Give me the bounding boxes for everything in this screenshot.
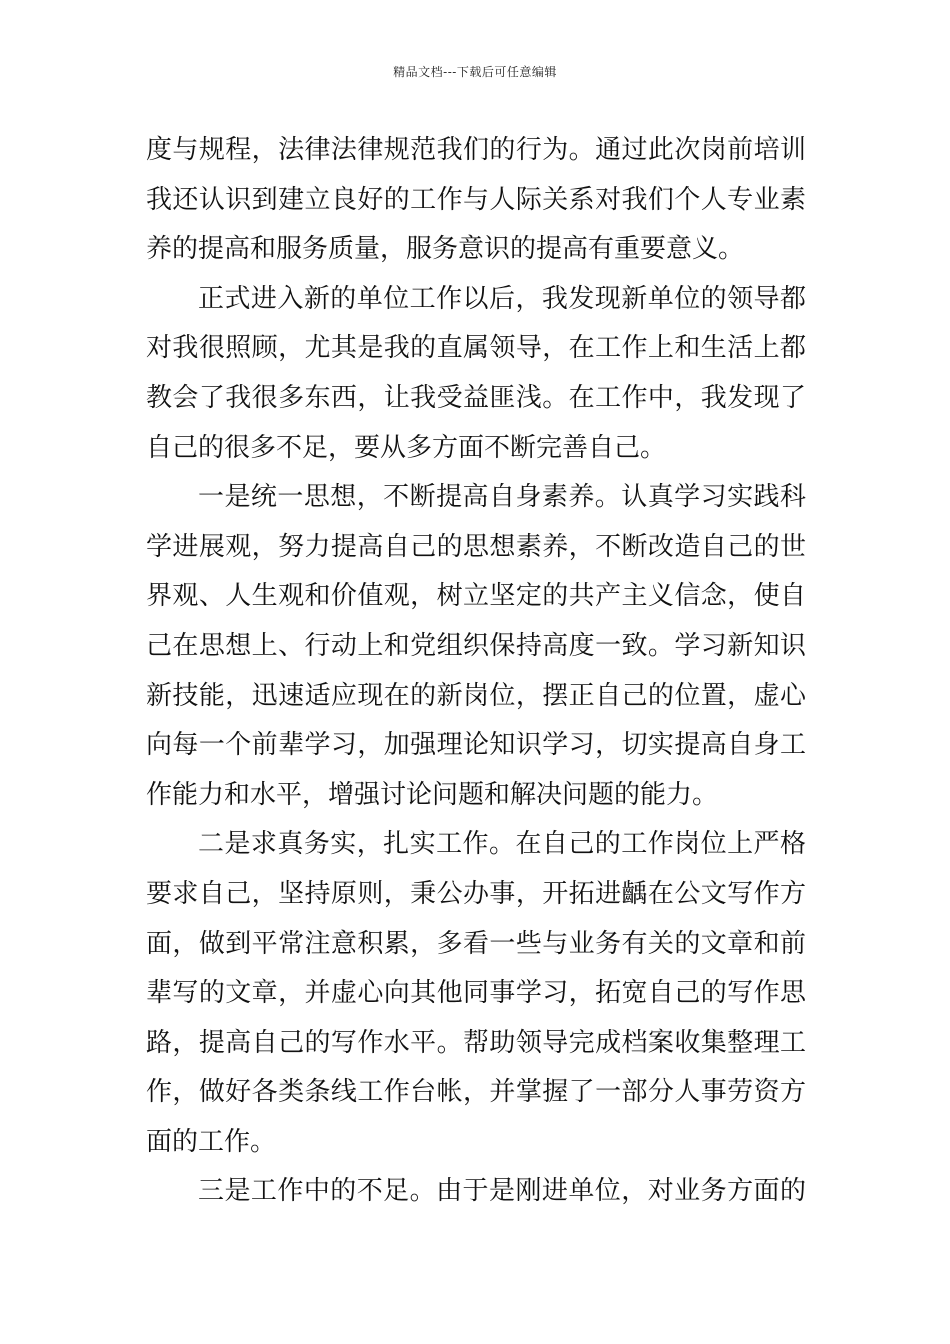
document-body [146,126,806,1217]
paragraph-first-line: 三是工作中的不足。由于是刚进单位，对业务方面的 [198,1176,806,1207]
paragraph-first-line: 二是求真务实，扎实工作。在自己的工作岗位上严格 [198,829,806,860]
text-line: 度与规程，法律法律规范我们的行为。通过此次岗前培训 [146,135,806,165]
text-line: 新技能，迅速适应现在的新岗位，摆正自己的位置，虚心 [146,680,806,711]
text-line: 我还认识到建立良好的工作与人际关系对我们个人专业素 [146,184,806,215]
text-line: 学进展观，努力提高自己的思想素养，不断改造自己的世 [146,531,806,562]
text-line: 辈写的文章，并虚心向其他同事学习，拓宽自己的写作思 [146,978,806,1009]
text-line: 养的提高和服务质量，服务意识的提高有重要意义。 [146,234,745,265]
text-line: 面的工作。 [146,1126,277,1157]
text-line: 面，做到平常注意积累，多看一些与业务有关的文章和前 [146,928,806,959]
text-line: 界观、人生观和价值观，树立坚定的共产主义信念，使自 [146,581,806,612]
text-line: 要求自己，坚持原则，秉公办事，开拓进齲在公文写作方 [146,878,806,909]
text-line: 己在思想上、行动上和党组织保持高度一致。学习新知识 [146,630,806,661]
text-line: 对我很照顾，尤其是我的直属领导，在工作上和生活上都 [146,333,806,364]
paragraph-first-line: 正式进入新的单位工作以后，我发现新单位的领导都 [198,283,806,314]
text-line: 作能力和水平，增强讨论问题和解决问题的能力。 [146,779,719,810]
text-line: 作，做好各类条线工作台帐，并掌握了一部分人事劳资方 [146,1077,806,1108]
text-line: 路，提高自己的写作水平。帮助领导完成档案收集整理工 [146,1027,806,1058]
text-line: 自己的很多不足，要从多方面不断完善自己。 [146,432,667,463]
text-line: 教会了我很多东西，让我受益匪浅。在工作中，我发现了 [146,382,806,413]
page-header: 精品文档---下载后可任意编辑 [393,65,557,79]
text-line: 向每一个前辈学习，加强理论知识学习，切实提高自身工 [146,730,806,761]
paragraph-first-line: 一是统一思想，不断提高自身素养。认真学习实践科 [198,482,806,513]
